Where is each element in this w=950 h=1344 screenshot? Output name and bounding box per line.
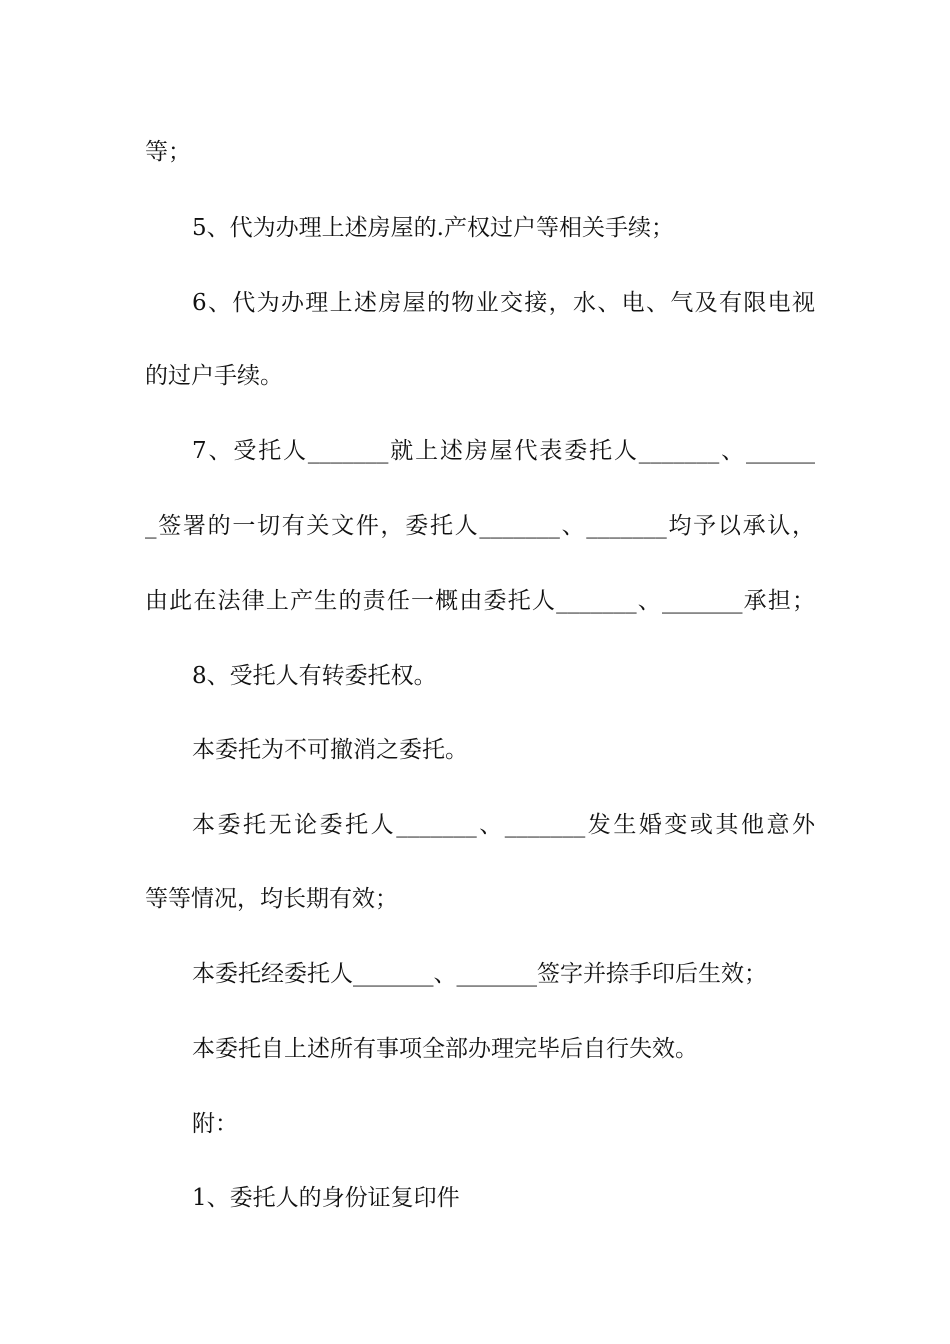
text-line-8: 8、受托人有转委托权。	[192, 663, 437, 689]
text-line-1: 等；	[145, 139, 191, 165]
text-line-4: 的过户手续。	[145, 363, 283, 389]
text-line-2: 5、代为办理上述房屋的.产权过户等相关手续；	[192, 215, 674, 241]
text-line-12: 本委托经委托人_______、_______签字并捺手印后生效；	[192, 961, 767, 987]
text-line-9: 本委托为不可撤消之委托。	[192, 737, 468, 763]
text-line-6: _签署的一切有关文件，委托人_______、_______均予以承认，	[145, 513, 815, 539]
text-line-11: 等等情况，均长期有效；	[145, 886, 398, 912]
text-line-7: 由此在法律上产生的责任一概由委托人_______、_______承担；	[145, 588, 815, 614]
text-line-5: 7、受托人_______就上述房屋代表委托人_______、______	[192, 438, 815, 464]
text-line-3: 6、代为办理上述房屋的物业交接，水、电、气及有限电视	[192, 290, 815, 316]
text-line-14: 附：	[192, 1111, 238, 1137]
text-line-13: 本委托自上述所有事项全部办理完毕后自行失效。	[192, 1036, 698, 1062]
text-line-15: 1、委托人的身份证复印件	[192, 1185, 460, 1211]
text-line-10: 本委托无论委托人_______、_______发生婚变或其他意外	[192, 812, 815, 838]
